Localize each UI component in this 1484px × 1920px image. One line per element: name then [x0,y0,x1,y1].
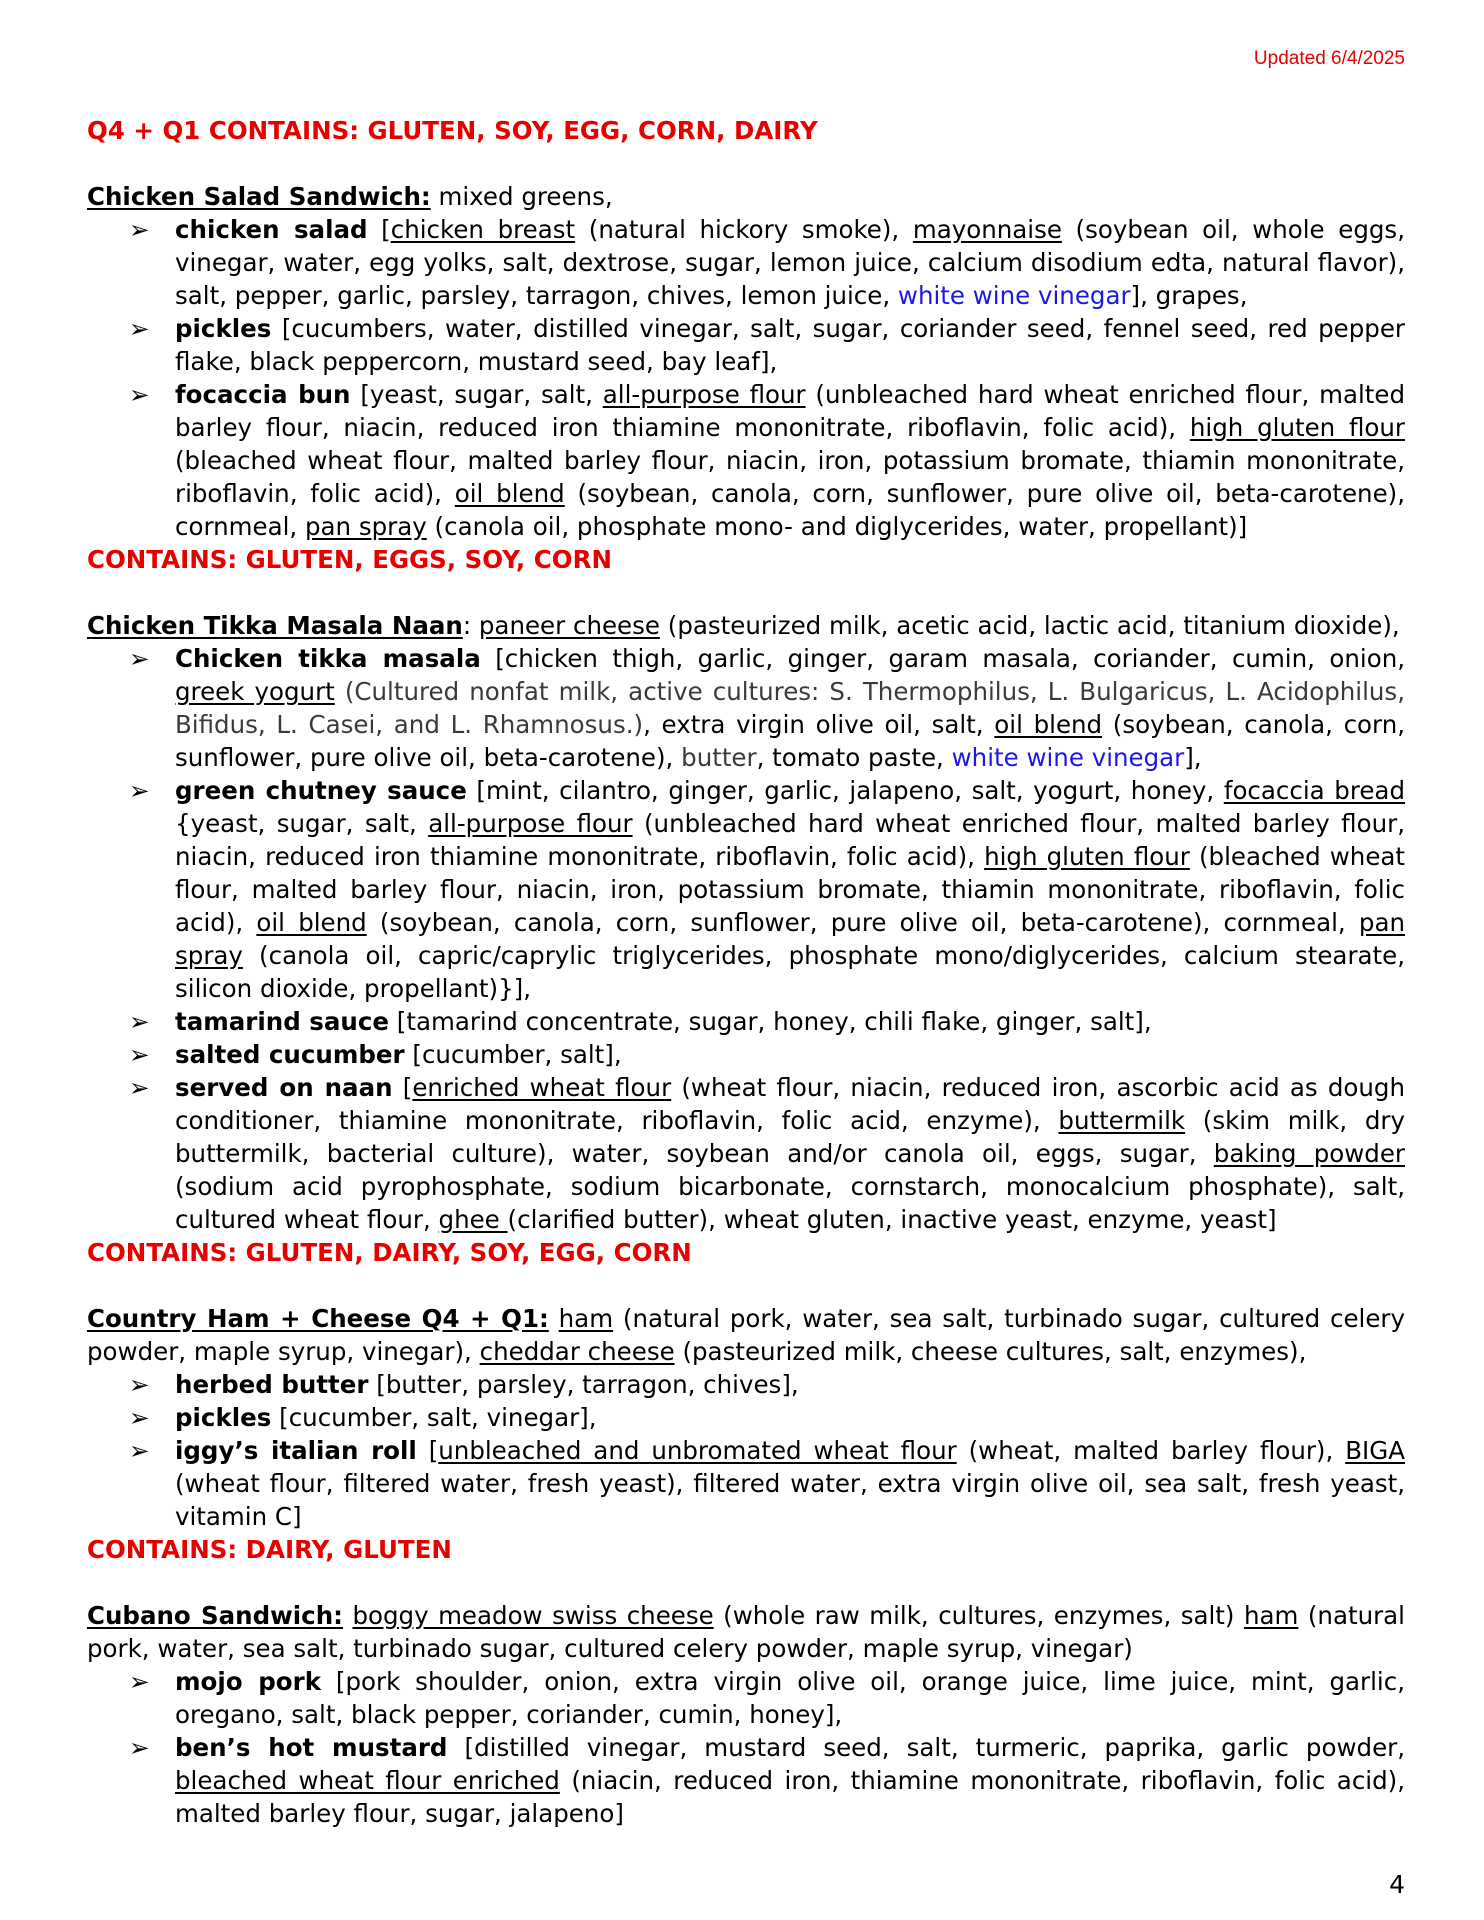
page-number: 4 [1389,1870,1405,1899]
ham-components [87,1368,1405,1533]
component-hot-mustard: ➢ ben’s hot mustard [distilled vinegar, mustard seed, salt, turmeric, paprika, garlic powder, bleached wheat flour enriched (niacin, reduced iron, thiamine mononitrate, riboflavin, folic acid), malted barley flour, sugar, jalapeno] [129,1733,1406,1828]
arrow-bullet-icon: ➢ [129,776,150,805]
component-pickles: ➢ pickles [cucumber, salt, vinegar], [129,1403,597,1432]
item-title: Chicken Tikka Masala Naan [87,611,463,640]
chicken-salad-heading: Chicken Salad Sandwich: mixed greens, [87,182,613,211]
contains-statement: CONTAINS: DAIRY, GLUTEN [87,1535,452,1564]
arrow-bullet-icon: ➢ [129,1073,150,1102]
item-title: Country Ham + Cheese Q4 + Q1: [87,1304,549,1333]
arrow-bullet-icon: ➢ [129,1370,150,1399]
contains-statement: CONTAINS: GLUTEN, EGGS, SOY, CORN [87,545,612,574]
component-focaccia-bun: ➢ focaccia bun [yeast, sugar, salt, all-purpose flour (unbleached hard wheat enriched flour, malted barley flour, niacin, reduced iron thiamine mononitrate, riboflavin, folic acid), high gluten flour (bleached wheat flour, malted barley flour, niacin, iron, potassium bromate, thiamin mononitrate, riboflavin, folic acid), oil blend (soybean, canola, corn, sunflower, pure olive oil, beta-carotene), cornmeal, pan spray (canola oil, phosphate mono- and diglycerides, water, propellant)] [129,380,1406,541]
arrow-bullet-icon: ➢ [129,1007,150,1036]
section-header: Q4 + Q1 CONTAINS: GLUTEN, SOY, EGG, CORN, DAIRY [87,116,818,145]
component-green-chutney-sauce: ➢ green chutney sauce [mint, cilantro, ginger, garlic, jalapeno, salt, yogurt, honey, focaccia bread {yeast, sugar, salt, all-purpose flour (unbleached hard wheat enriched flour, malted barley flour, niacin, reduced iron thiamine mononitrate, riboflavin, folic acid), high gluten flour (bleached wheat flour, malted barley flour, niacin, iron, potassium bromate, thiamin mononitrate, riboflavin, folic acid), oil blend (soybean, canola, corn, sunflower, pure olive oil, beta-carotene), cornmeal, pan spray (canola oil, capric/caprylic triglycerides, phosphate mono/diglycerides, calcium stearate, silicon dioxide, propellant)}], [129,776,1406,1003]
document-page [87,0,1405,1920]
component-herbed-butter: ➢ herbed butter [butter, parsley, tarragon, chives], [129,1370,799,1399]
component-tamarind-sauce: ➢ tamarind sauce [tamarind concentrate, sugar, honey, chili flake, ginger, salt], [129,1007,1152,1036]
component-chicken-salad: ➢ chicken salad [chicken breast (natural hickory smoke), mayonnaise (soybean oil, whole eggs, vinegar, water, egg yolks, salt, dextrose, sugar, lemon juice, calcium disodium edta, natural flavor), salt, pepper, garlic, parsley, tarragon, chives, lemon juice, white wine vinegar], grapes, [129,215,1405,310]
component-served-on-naan: ➢ served on naan [enriched wheat flour (wheat flour, niacin, reduced iron, ascorbic acid as dough conditioner, thiamine mononitrate, riboflavin, folic acid, enzyme), buttermilk (skim milk, dry buttermilk, bacterial culture), water, soybean and/or canola oil, eggs, sugar, baking powder (sodium acid pyrophosphate, sodium bicarbonate, cornstarch, monocalcium phosphate), salt, cultured wheat flour, ghee (clarified butter), wheat gluten, inactive yeast, enzyme, yeast] [129,1073,1405,1234]
cubano-heading: Cubano Sandwich: boggy meadow swiss cheese (whole raw milk, cultures, enzymes, salt) ham (natural pork, water, sea salt, turbinado sugar, cultured celery powder, maple syrup, vinegar) [87,1601,1405,1663]
component-chicken-tikka-masala: ➢ Chicken tikka masala [chicken thigh, garlic, ginger, garam masala, coriander, cumin, onion, greek yogurt (Cultured nonfat milk, active cultures: S. Thermophilus, L. Bulgaricus, L. Acidophilus, Bifidus, L. Casei, and L. Rhamnosus.), extra virgin olive oil, salt, oil blend (soybean, canola, corn, sunflower, pure olive oil, beta-carotene), butter, tomato paste, white wine vinegar], [129,644,1406,772]
arrow-bullet-icon: ➢ [129,380,150,409]
component-mojo-pork: ➢ mojo pork [pork shoulder, onion, extra virgin olive oil, orange juice, lime juice, mint, garlic, oregano, salt, black pepper, coriander, cumin, honey], [129,1667,1405,1729]
updated-date: Updated 6/4/2025 [1253,48,1405,69]
contains-statement: CONTAINS: GLUTEN, DAIRY, SOY, EGG, CORN [87,1238,692,1267]
item-title: Cubano Sandwich: [87,1601,343,1630]
arrow-bullet-icon: ➢ [129,644,150,673]
arrow-bullet-icon: ➢ [129,1403,150,1432]
chicken-salad-components [87,213,1405,543]
component-italian-roll: ➢ iggy’s italian roll [unbleached and unbromated wheat flour (wheat, malted barley flour), BIGA (wheat flour, filtered water, fresh yeast), filtered water, extra virgin olive oil, sea salt, fresh yeast, vitamin C] [129,1436,1405,1531]
arrow-bullet-icon: ➢ [129,314,150,343]
tikka-heading: Chicken Tikka Masala Naan: paneer cheese (pasteurized milk, acetic acid, lactic acid, titanium dioxide), [87,611,1400,640]
arrow-bullet-icon: ➢ [129,1436,150,1465]
arrow-bullet-icon: ➢ [129,1040,150,1069]
component-pickles: ➢ pickles [cucumbers, water, distilled vinegar, salt, sugar, coriander seed, fennel seed, red pepper flake, black peppercorn, mustard seed, bay leaf], [129,314,1405,376]
cubano-components [87,1665,1405,1830]
arrow-bullet-icon: ➢ [129,215,150,244]
tikka-components [87,642,1405,1236]
item-title: Chicken Salad Sandwich: [87,182,431,211]
arrow-bullet-icon: ➢ [129,1733,150,1762]
ham-heading: Country Ham + Cheese Q4 + Q1: ham (natural pork, water, sea salt, turbinado sugar, cultured celery powder, maple syrup, vinegar), cheddar cheese (pasteurized milk, cheese cultures, salt, enzymes), [87,1304,1405,1366]
allergen-content [87,114,1405,1830]
arrow-bullet-icon: ➢ [129,1667,150,1696]
component-salted-cucumber: ➢ salted cucumber [cucumber, salt], [129,1040,622,1069]
